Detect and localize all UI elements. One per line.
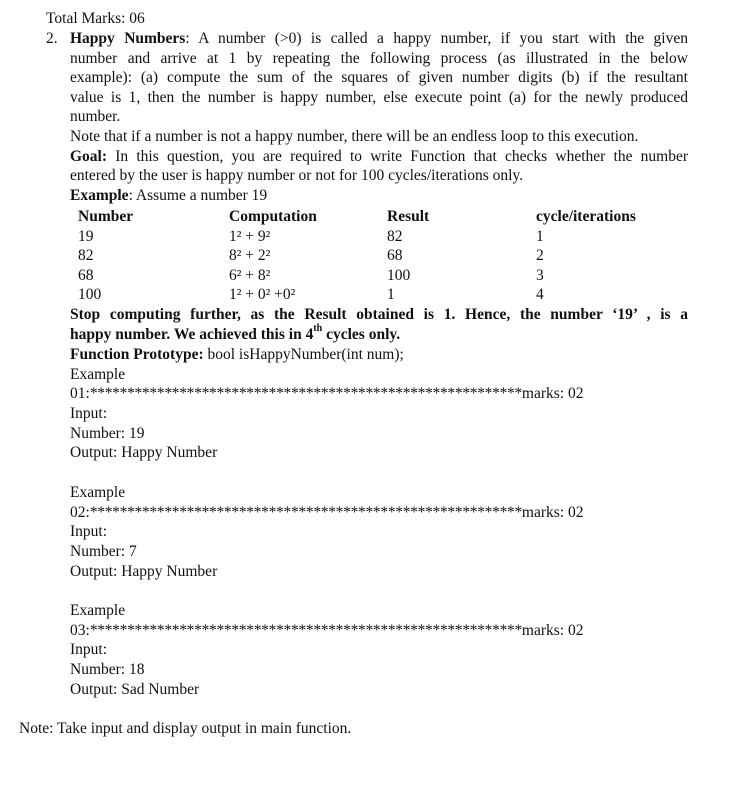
goal-line-2: entered by the user is happy number or not for 100 cycles/iterations only. xyxy=(70,167,524,185)
header-computation: Computation xyxy=(229,208,317,225)
example-number: Number: 18 xyxy=(70,661,145,678)
note-line: Note that if a number is not a happy number, there will be an endless loop to this execution. xyxy=(70,127,639,145)
intro-line-4: value is 1, then the number is happy number, else execute point (a) for the newly produced xyxy=(70,88,688,106)
example-label: Example xyxy=(70,186,129,204)
goal-label: Goal: xyxy=(70,147,108,165)
header-number: Number xyxy=(78,208,134,225)
conclusion-line-1: Stop computing further, as the Result obtained is 1. Hence, the number ‘19’ , is a xyxy=(70,306,688,323)
example-stars-line: 03:**********************************************************marks: 02 xyxy=(70,622,584,639)
example-output: Output: Happy Number xyxy=(70,563,218,580)
intro-line-3: example): (a) compute the sum of the squares of given number digits (b) if the resultant xyxy=(70,69,688,87)
header-cycle: cycle/iterations xyxy=(536,208,636,225)
table-row: 100 1² + 0² +0² 1 4 xyxy=(78,286,544,303)
example-number: Number: 7 xyxy=(70,543,137,560)
question-intro xyxy=(70,29,688,205)
example-number: Number: 19 xyxy=(70,425,145,442)
table-row: 68 6² + 8² 100 3 xyxy=(78,266,544,284)
example-title: Example xyxy=(70,484,126,501)
question-number: 2. xyxy=(46,30,58,47)
example-marks: marks: 02 xyxy=(521,385,584,402)
intro-line-5: number. xyxy=(70,108,121,126)
table-row: 82 8² + 2² 68 2 xyxy=(78,247,544,264)
header-result: Result xyxy=(387,208,430,225)
example-title: Example xyxy=(70,602,126,619)
example-stars-line: 01:**********************************************************marks: 02 xyxy=(70,385,584,402)
example-input-label: Input: xyxy=(70,405,108,422)
footer-note: Note: Take input and display output in main function. xyxy=(19,720,352,737)
example-input-label: Input: xyxy=(70,641,108,658)
conclusion xyxy=(70,305,688,344)
conclusion-line-2: happy number. We achieved this in 4th cycles only. xyxy=(70,323,401,343)
question-title: Happy Numbers xyxy=(70,30,186,47)
example-intro: Example: Assume a number 19 xyxy=(70,186,268,204)
example-marks: marks: 02 xyxy=(521,622,584,639)
example-input-label: Input: xyxy=(70,523,108,540)
example-title: Example xyxy=(70,366,126,383)
example-output: Output: Happy Number xyxy=(70,444,218,461)
intro-line-2: number and arrive at 1 by repeating the following process (as illustrated in the below xyxy=(70,49,688,67)
table-header-row xyxy=(78,207,678,227)
example-marks: marks: 02 xyxy=(521,504,584,521)
computation-table xyxy=(78,207,678,305)
function-prototype: Function Prototype: bool isHappyNumber(int num); xyxy=(70,346,404,363)
intro-line-1: Happy Numbers: A number (>0) is called a happy number, if you start with the given xyxy=(70,30,688,47)
table-row: 19 1² + 9² 82 1 xyxy=(78,227,544,245)
example-stars-line: 02:**********************************************************marks: 02 xyxy=(70,504,584,521)
goal-line-1: Goal: In this question, you are required to write Function that checks whether the number xyxy=(70,147,688,165)
example-output: Output: Sad Number xyxy=(70,681,200,698)
total-marks: Total Marks: 06 xyxy=(46,10,145,27)
